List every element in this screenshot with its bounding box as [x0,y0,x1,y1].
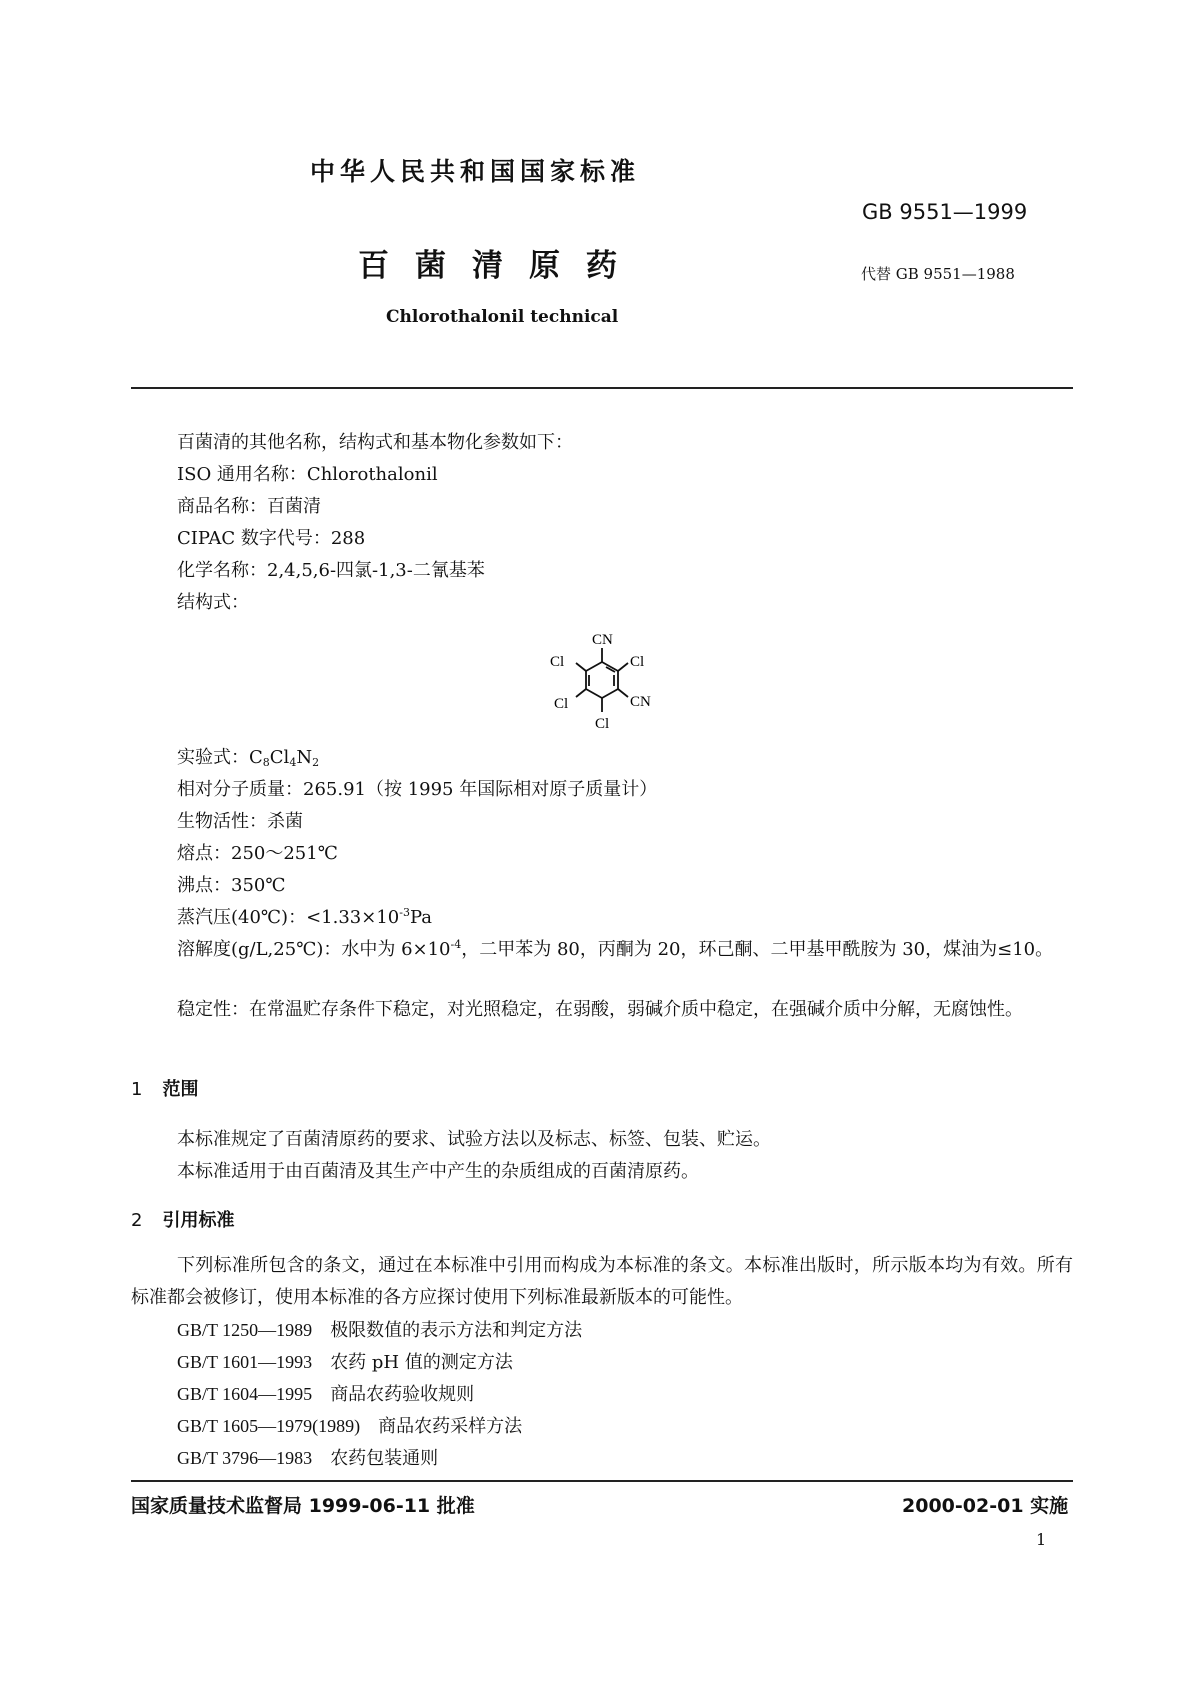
bioactivity: 生物活性：杀菌 [177,811,303,832]
stability-paragraph: 稳定性：在常温贮存条件下稳定，对光照稳定，在弱酸，弱碱介质中稳定，在强碱介质中分解，无腐蚀性。 [177,999,1023,1020]
vapor-pressure: 蒸汽压(40℃)：$<1.33\times 10^{-3}Pa$ [177,906,432,928]
sub-left-upper: Cl [550,654,565,670]
sub-top: CN [592,632,613,648]
section-2-heading: 2 引用标准 [131,1210,235,1231]
molecular-weight: 相对分子质量：265.91（按 1995 年国际相对原子质量计） [177,779,658,800]
empirical-formula: 实验式：$C_8Cl_4N_2$ [177,747,320,769]
document-title: 百菌清原药 [358,248,643,284]
reference-item: GB/T 1601—1993 农药 pH 值的测定方法 [177,1352,513,1373]
reference-item: GB/T 1604—1995 商品农药验收规则 [177,1384,475,1405]
page-number: 1 [1036,1530,1047,1549]
iso-name: ISO 通用名称：Chlorothalonil [177,464,438,485]
sub-right-lower: CN [630,694,651,710]
reference-item: GB/T 1605—1979(1989) 商品农药采样方法 [177,1416,523,1437]
intro-lead: 百菌清的其他名称，结构式和基本物化参数如下： [177,432,573,453]
solubility-paragraph: 溶解度(g/L,25℃)：水中为 $6\times 10^{-4}$，二甲苯为 80，丙酮为 20，环己酮、二甲基甲酰胺为 30，煤油为≤10。 [177,938,1054,960]
section-1-paragraph-2: 本标准适用于由百菌清及其生产中产生的杂质组成的百菌清原药。 [177,1161,699,1182]
effective-date: 2000-02-01 实施 [902,1495,1069,1517]
english-title: Chlorothalonil technical [386,307,619,327]
sub-left-lower: Cl [554,696,569,712]
sub-bottom: Cl [595,716,610,732]
gb-code: GB 9551—1999 [862,200,1028,224]
approval-line: 国家质量技术监督局 1999-06-11 批准 [131,1495,475,1517]
trade-name: 商品名称：百菌清 [177,496,321,517]
sub-right-upper: Cl [630,654,645,670]
header-divider [131,387,1073,389]
reference-item: GB/T 3796—1983 农药包装通则 [177,1448,439,1469]
structure-diagram [540,620,680,740]
section-1-paragraph-1: 本标准规定了百菌清原药的要求、试验方法以及标志、标签、包装、贮运。 [177,1129,771,1150]
chemical-name: 化学名称：2,4,5,6-四氯-1,3-二氰基苯 [177,560,485,581]
section-2-paragraph: 下列标准所包含的条文，通过在本标准中引用而构成为本标准的条文。本标准出版时，所示版本均为有效。所有标准都会被修订，使用本标准的各方应探讨使用下列标准最新版本的可能性。 [131,1255,1073,1308]
reference-item: GB/T 1250—1989 极限数值的表示方法和判定方法 [177,1320,583,1341]
section-1-heading: 1 范围 [131,1079,199,1100]
cipac-code: CIPAC 数字代号：288 [177,528,366,549]
melting-point: 熔点：250～251℃ [177,843,338,864]
replaces-standard: 代替 GB 9551—1988 [861,265,1015,283]
structure-label: 结构式： [177,592,249,613]
boiling-point: 沸点：350℃ [177,875,286,896]
standard-header-title: 中华人民共和国国家标准 [310,157,641,186]
footer-divider [131,1480,1073,1482]
